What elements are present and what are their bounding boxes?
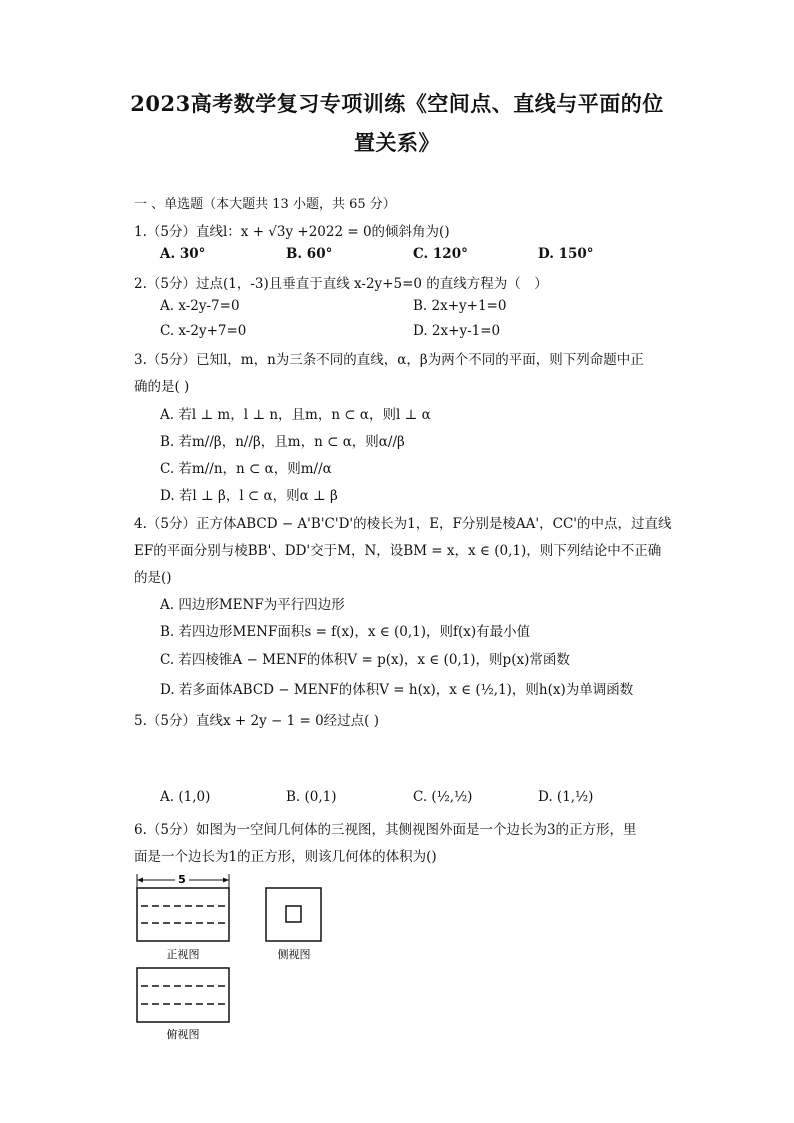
question-5-option-b: B. (0,1) xyxy=(286,789,337,805)
question-4-option-c: C. 若四棱锥A − MENF的体积V = p(x)，x ∈ (0,1)，则p(x)常函数 xyxy=(160,652,570,668)
top-view-label: 俯视图 xyxy=(166,1028,200,1041)
front-view-label: 正视图 xyxy=(166,948,200,961)
three-view-figure xyxy=(128,868,348,1048)
question-5-option-a: A. (1,0) xyxy=(160,789,211,805)
question-2-stem: 2.（5分）过点(1，-3)且垂直于直线 x-2y+5=0 的直线方程为（ ） xyxy=(134,276,548,292)
question-2-option-d: D. 2x+y-1=0 xyxy=(413,323,501,339)
question-2-option-b: B. 2x+y+1=0 xyxy=(413,298,507,314)
question-6-stem: 6.（5分）如图为一空间几何体的三视图，其侧视图外面是一个边长为3的正方形，里 xyxy=(134,822,637,838)
question-4-stem-cont: EF的平面分别与棱BB'、DD'交于M，N，设BM = x，x ∈ (0,1)，则下列结论中不正确 xyxy=(134,543,662,559)
question-2-option-a: A. x-2y-7=0 xyxy=(160,298,240,314)
section-heading: 一 、单选题（本大题共 13 小题，共 65 分） xyxy=(134,197,396,212)
question-5-stem: 5.（5分）直线x + 2y − 1 = 0经过点( ) xyxy=(134,713,379,729)
doc-title-line-1: 2023高考数学复习专项训练《空间点、直线与平面的位 xyxy=(130,91,664,116)
side-view xyxy=(266,888,321,941)
question-3-option-b: B. 若m//β，n//β，且m，n ⊂ α，则α//β xyxy=(160,434,405,450)
question-1-option-a: A. 30° xyxy=(160,246,206,262)
front-view-dimension-label: 5 xyxy=(178,873,186,886)
question-1-option-b: B. 60° xyxy=(286,246,333,262)
question-4-option-a: A. 四边形MENF为平行四边形 xyxy=(160,597,345,613)
question-6-stem-cont: 面是一个边长为1的正方形，则该几何体的体积为() xyxy=(134,849,437,865)
question-4-stem-cont-2: 的是() xyxy=(134,570,172,586)
question-1-option-d: D. 150° xyxy=(538,246,594,262)
question-2-option-c: C. x-2y+7=0 xyxy=(160,323,247,339)
question-3-option-c: C. 若m//n，n ⊂ α，则m//α xyxy=(160,461,332,477)
question-1-stem: 1.（5分）直线l：x + √3y +2022 = 0的倾斜角为() xyxy=(134,224,450,240)
question-4-option-d: D. 若多面体ABCD − MENF的体积V = h(x)，x ∈ (½,1)，则h(x)为单调函数 xyxy=(160,682,634,698)
question-3-option-d: D. 若l ⊥ β，l ⊂ α，则α ⊥ β xyxy=(160,488,338,504)
front-view-dimension xyxy=(137,871,229,888)
doc-title-line-2: 置关系》 xyxy=(354,130,440,155)
side-view-label: 侧视图 xyxy=(277,948,311,961)
front-view xyxy=(137,888,229,941)
question-3-option-a: A. 若l ⊥ m，l ⊥ n，且m，n ⊂ α，则l ⊥ α xyxy=(160,407,431,423)
top-view xyxy=(137,968,229,1022)
question-4-option-b: B. 若四边形MENF面积s = f(x)，x ∈ (0,1)，则f(x)有最小值 xyxy=(160,624,531,640)
question-4-stem: 4.（5分）正方体ABCD − A'B'C'D'的棱长为1，E，F分别是棱AA'，CC'的中点，过直线 xyxy=(134,516,672,532)
question-1-option-c: C. 120° xyxy=(413,246,468,262)
question-5-option-c: C. (½,½) xyxy=(413,789,473,805)
question-3-stem: 3.（5分）已知l，m，n为三条不同的直线，α，β为两个不同的平面，则下列命题中正 xyxy=(134,352,644,368)
question-5-option-d: D. (1,½) xyxy=(538,789,594,805)
question-3-stem-cont: 确的是( ) xyxy=(134,379,190,395)
